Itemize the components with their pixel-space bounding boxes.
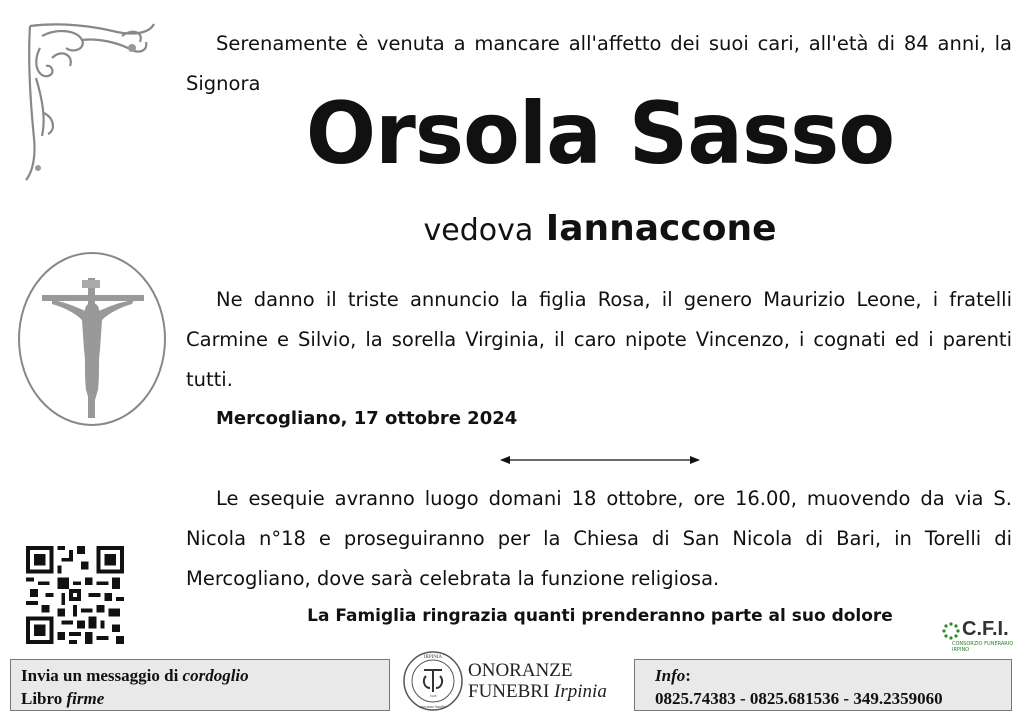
place-date: Mercogliano, 17 ottobre 2024 (216, 408, 518, 429)
condolence-link[interactable]: Invia un messaggio di cordoglio (21, 666, 249, 685)
thanks-text: La Famiglia ringrazia quanti prenderanno parte al suo dolore (307, 606, 893, 626)
widow-line (0, 208, 1024, 249)
deceased-name: Orsola Sasso (305, 84, 895, 184)
widow-name: Iannaccone (545, 208, 777, 249)
widow-prefix: vedova (423, 213, 534, 248)
condolence-box[interactable] (10, 659, 390, 711)
double-arrow-icon (498, 452, 702, 468)
crucifix-icon (16, 250, 168, 428)
announcement-text: Ne danno il triste annuncio la figlia Rosa, il genero Maurizio Leone, i fratelli Carmine e Silvio, la sorella Virginia, il caro nipote Vincenzo, i cognati ed i parenti tutti. (186, 288, 1012, 391)
seal-year-text: 1928 (429, 694, 437, 698)
cfi-logo-text: C.F.I. (962, 618, 1009, 640)
intro-text: Serenamente è venuta a mancare all'affetto dei suoi cari, all'età di 84 anni, la Signora (186, 32, 1012, 95)
funeral-home-logo-icon (402, 650, 464, 712)
cfi-logo-icon (942, 622, 960, 640)
guestbook-link[interactable]: Libro firme (21, 689, 105, 708)
seal-bottom-text: onoranze funebri (419, 704, 447, 709)
info-box: Info: 0825.74383 - 0825.681536 - 349.2359060 (634, 659, 1012, 711)
funeral-text: Le esequie avranno luogo domani 18 ottobre, ore 16.00, muovendo da via S. Nicola n°18 e proseguiranno per la Chiesa di San Nicola di Bari, in Torelli di Mercogliano, dove sarà celebrata la funzione religiosa. (186, 487, 1012, 590)
qr-code-icon[interactable] (26, 546, 124, 644)
seal-top-text: IRPINIA (423, 655, 443, 660)
funeral-home-name: ONORANZE FUNEBRI Irpinia (468, 660, 607, 702)
phone-numbers[interactable]: 0825.74383 - 0825.681536 - 349.2359060 (655, 689, 943, 708)
cfi-subtitle: CONSORZIO FUNERARIO IRPINO (952, 641, 1014, 653)
